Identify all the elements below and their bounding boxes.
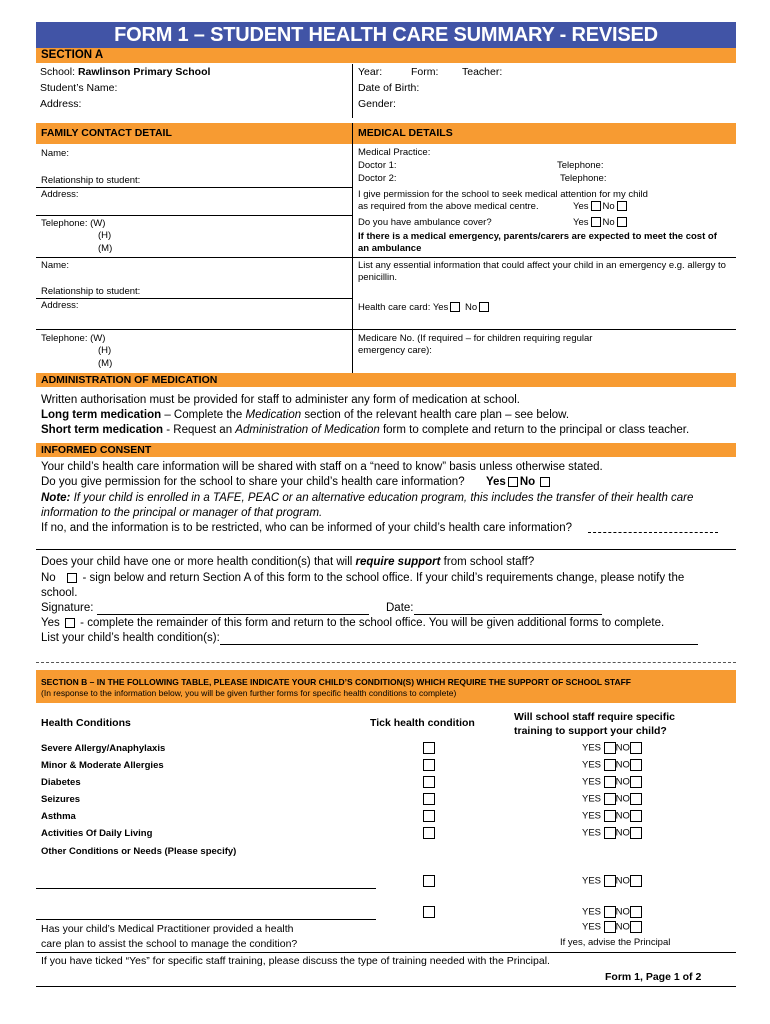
ambulance-yes-checkbox[interactable]	[591, 217, 601, 227]
family-telephone-w-2[interactable]: Telephone: (W)	[41, 333, 106, 344]
yes-checkbox[interactable]	[604, 793, 616, 805]
yes-checkbox[interactable]	[604, 906, 616, 918]
admin-short-term: Short term medication - Request an Administration of Medication form to complete and return to the principal or class teacher.	[41, 424, 690, 436]
condition-label: Severe Allergy/Anaphylaxis	[41, 743, 166, 754]
col-training-1: Will school staff require specific	[514, 711, 675, 723]
condition-tick-checkbox[interactable]	[423, 793, 435, 805]
yes-checkbox[interactable]	[604, 742, 616, 754]
condition-tick-checkbox[interactable]	[423, 742, 435, 754]
consent-note: Note: If your child is enrolled in a TAFE, PEAC or an alternative education program, this includes the transfer of their health care	[41, 492, 694, 504]
condition-label: Activities Of Daily Living	[41, 828, 153, 839]
signature-field[interactable]: Signature:	[41, 601, 369, 615]
condition-training-yes-no[interactable]: YES NO	[582, 793, 642, 806]
yes-checkbox[interactable]	[604, 776, 616, 788]
consent-if-no: If no, and the information is to be restricted, who can be informed of your child’s health care information?	[41, 522, 572, 534]
other-condition-1-training[interactable]: YES NO	[582, 875, 642, 888]
condition-tick-checkbox[interactable]	[423, 776, 435, 788]
condition-training-yes-no[interactable]: YES NO	[582, 759, 642, 772]
practitioner-yes-no[interactable]: YES NO	[582, 921, 642, 934]
consent-no-checkbox[interactable]	[540, 477, 550, 487]
medical-details-heading: MEDICAL DETAILS	[353, 123, 736, 144]
health-care-card-field[interactable]: Health care card: Yes No	[358, 302, 491, 314]
no-checkbox[interactable]	[630, 742, 642, 754]
support-no-line-2: school.	[41, 587, 78, 599]
doctor-1-telephone[interactable]: Telephone:	[557, 160, 604, 171]
family-contact-heading: FAMILY CONTACT DETAIL	[36, 123, 352, 144]
support-question: Does your child have one or more health condition(s) that will require support from school staff?	[41, 556, 535, 568]
informed-consent-heading: INFORMED CONSENT	[36, 443, 736, 457]
consent-line-1: Your child’s health care information will be shared with staff on a “need to know” basis unless otherwise stated.	[41, 461, 603, 473]
health-card-no-checkbox[interactable]	[479, 302, 489, 312]
support-no-checkbox[interactable]	[67, 573, 77, 583]
condition-label: Seizures	[41, 794, 81, 805]
form-field[interactable]: Form:	[411, 66, 439, 78]
col-training-2: training to support your child?	[514, 725, 667, 737]
ambulance-no-checkbox[interactable]	[617, 217, 627, 227]
consent-yes-checkbox[interactable]	[508, 477, 518, 487]
condition-training-yes-no[interactable]: YES NO	[582, 776, 642, 789]
other-conditions-label: Other Conditions or Needs (Please specify)	[41, 846, 237, 857]
yes-checkbox[interactable]	[604, 759, 616, 771]
health-card-yes-checkbox[interactable]	[450, 302, 460, 312]
section-b-heading: SECTION B – IN THE FOLLOWING TABLE, PLEASE INDICATE YOUR CHILD’S CONDITION(S) WHICH REQUIRE THE SUPPORT OF SCHOOL STAFF	[41, 677, 631, 687]
practitioner-yes-checkbox[interactable]	[604, 921, 616, 933]
essential-info-field[interactable]: List any essential information that could affect your child in an emergency e.g. allergy to penicillin.	[358, 260, 726, 283]
support-no-line: No - sign below and return Section A of this form to the school office. If your child’s requirements change, please notify the	[41, 572, 685, 584]
permission-yes-checkbox[interactable]	[591, 201, 601, 211]
no-checkbox[interactable]	[630, 810, 642, 822]
no-checkbox[interactable]	[630, 827, 642, 839]
family-address-1[interactable]: Address:	[41, 189, 79, 200]
practitioner-question-1: Has your child’s Medical Practitioner provided a health	[41, 923, 294, 935]
no-checkbox[interactable]	[630, 776, 642, 788]
teacher-field[interactable]: Teacher:	[462, 66, 503, 78]
consent-question: Do you give permission for the school to share your child’s health care information?	[41, 476, 465, 488]
family-address-2[interactable]: Address:	[41, 300, 79, 311]
consent-if-no-input[interactable]	[588, 532, 718, 533]
family-name-1[interactable]: Name:	[41, 148, 69, 159]
practitioner-no-checkbox[interactable]	[630, 921, 642, 933]
permission-no-checkbox[interactable]	[617, 201, 627, 211]
page-footer: Form 1, Page 1 of 2	[605, 971, 702, 983]
condition-tick-checkbox[interactable]	[423, 810, 435, 822]
ambulance-yes-no[interactable]: Yes No	[573, 217, 629, 229]
student-name-field[interactable]: Student’s Name:	[40, 82, 118, 94]
no-checkbox[interactable]	[630, 793, 642, 805]
support-yes-line: Yes - complete the remainder of this form and return to the school office. You will be given additional forms to complete.	[41, 617, 665, 629]
other-condition-1-checkbox[interactable]	[423, 875, 435, 887]
family-telephone-m-2[interactable]: (M)	[98, 358, 113, 369]
family-telephone-h-1[interactable]: (H)	[98, 230, 112, 241]
no-checkbox[interactable]	[630, 875, 642, 887]
family-telephone-w-1[interactable]: Telephone: (W)	[41, 218, 106, 229]
address-field[interactable]: Address:	[40, 98, 82, 110]
school-field[interactable]: School: Rawlinson Primary School	[40, 66, 211, 78]
doctor-2-telephone[interactable]: Telephone:	[560, 173, 607, 184]
section-a-heading: SECTION A	[36, 48, 736, 63]
no-checkbox[interactable]	[630, 759, 642, 771]
condition-label: Diabetes	[41, 777, 81, 788]
col-health-conditions: Health Conditions	[41, 717, 131, 729]
permission-text-2: as required from the above medical centre.	[358, 201, 539, 212]
other-condition-2-training[interactable]: YES NO	[582, 906, 642, 919]
ambulance-question: Do you have ambulance cover?	[358, 217, 492, 228]
support-yes-checkbox[interactable]	[65, 618, 75, 628]
training-note: If you have ticked “Yes” for specific staff training, please discuss the type of training needed with the Principal.	[41, 955, 550, 967]
condition-training-yes-no[interactable]: YES NO	[582, 810, 642, 823]
yes-checkbox[interactable]	[604, 827, 616, 839]
admin-line-1: Written authorisation must be provided for staff to administer any form of medication at school.	[41, 394, 520, 406]
condition-label: Minor & Moderate Allergies	[41, 760, 164, 771]
dob-field[interactable]: Date of Birth:	[358, 82, 420, 94]
yes-checkbox[interactable]	[604, 810, 616, 822]
admin-long-term: Long term medication – Complete the Medication section of the relevant health care plan – see below.	[41, 409, 570, 421]
doctor-2-field[interactable]: Doctor 2:	[358, 173, 397, 184]
family-telephone-m-1[interactable]: (M)	[98, 243, 113, 254]
consent-note-2: information to the principal or manager of that program.	[41, 507, 323, 519]
condition-tick-checkbox[interactable]	[423, 827, 435, 839]
family-relationship-1[interactable]: Relationship to student:	[41, 175, 141, 186]
section-b-subheading: (In response to the information below, you will be given further forms for specific health conditions to complete)	[41, 688, 457, 698]
family-name-2[interactable]: Name:	[41, 260, 69, 271]
date-field[interactable]: Date:	[386, 601, 602, 615]
emergency-cost-note: If there is a medical emergency, parents/carers are expected to meet the cost of an ambulance	[358, 231, 717, 254]
practitioner-question-2: care plan to assist the school to manage the condition?	[41, 938, 298, 950]
section-b-heading-block	[36, 670, 736, 703]
family-telephone-h-2[interactable]: (H)	[98, 345, 112, 356]
condition-label: Asthma	[41, 811, 76, 822]
form-title: FORM 1 – STUDENT HEALTH CARE SUMMARY - REVISED	[36, 22, 736, 48]
medicare-field[interactable]: Medicare No. (If required – for children requiring regular emergency care):	[358, 333, 593, 356]
doctor-1-field[interactable]: Doctor 1:	[358, 160, 397, 171]
health-conditions-list-field[interactable]: List your child’s health condition(s):	[41, 631, 698, 645]
admin-medication-heading: ADMINISTRATION OF MEDICATION	[36, 373, 736, 387]
year-field[interactable]: Year:	[358, 66, 383, 78]
advise-principal-note: If yes, advise the Principal	[560, 937, 671, 948]
condition-tick-checkbox[interactable]	[423, 759, 435, 771]
condition-training-yes-no[interactable]: YES NO	[582, 827, 642, 840]
other-condition-2-checkbox[interactable]	[423, 906, 435, 918]
family-relationship-2[interactable]: Relationship to student:	[41, 286, 141, 297]
no-checkbox[interactable]	[630, 906, 642, 918]
permission-text: I give permission for the school to seek medical attention for my child	[358, 189, 648, 200]
col-tick-condition: Tick health condition	[370, 717, 475, 729]
consent-yes-no[interactable]: Yes No	[486, 475, 552, 489]
condition-training-yes-no[interactable]: YES NO	[582, 742, 642, 755]
permission-yes-no[interactable]: Yes No	[573, 201, 629, 213]
medical-practice-field[interactable]: Medical Practice:	[358, 147, 431, 158]
yes-checkbox[interactable]	[604, 875, 616, 887]
gender-field[interactable]: Gender:	[358, 98, 396, 110]
